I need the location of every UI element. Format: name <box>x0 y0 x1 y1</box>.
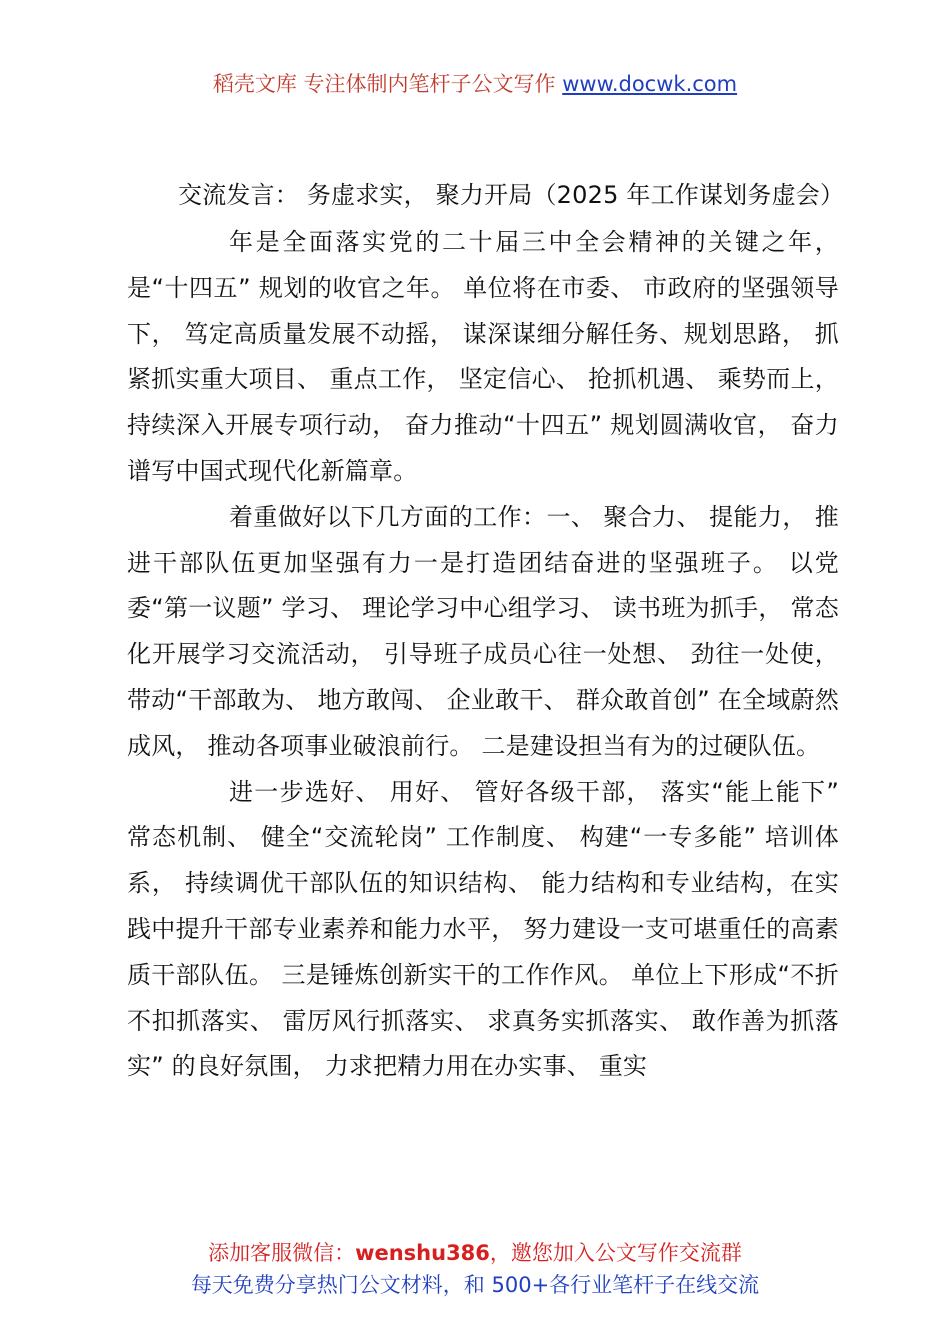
header-brand-text: 稻壳文库 专注体制内笔杆子公文写作 <box>212 72 563 96</box>
footer-line-wechat <box>0 1237 950 1269</box>
promo-footer <box>0 1237 950 1301</box>
document-title: 交流发言： 务虚求实， 聚力开局（2025 年工作谋划务虚会） <box>178 181 845 209</box>
footer-suffix: ，邀您加入公文写作交流群 <box>489 1241 742 1265</box>
site-header <box>0 68 950 100</box>
site-link[interactable]: www.docwk.com <box>562 72 738 96</box>
paragraph-1: 年是全面落实党的二十届三中全会精神的关键之年，是“十四五” 规划的收官之年。 单位将在市委、 市政府的坚强领导下， 笃定高质量发展不动摇， 谋深谋细分解任务、规划思路， 抓紧抓实重大项目、 重点工作， 坚定信心、 抢抓机遇、 乘势而上， 持续深入开展专项行动， 奋力推动“十四五” 规划圆满收官， 奋力谱写中国式现代化新篇章。 <box>127 228 839 485</box>
footer-prefix: 添加客服微信： <box>208 1241 356 1265</box>
document-body <box>127 174 845 1090</box>
paragraph-3: 进一步选好、 用好、 管好各级干部， 落实“能上能下” 常态机制、 健全“交流轮岗” 工作制度、 构建“一专多能” 培训体系， 持续调优干部队伍的知识结构、 能力结构和专业结构，在实践中提升干部专业素养和能力水平， 努力建设一支可堪重任的高素质干部队伍。 三是锤炼创新实干的工作作风。 单位上下形成“不折不扣抓落实、 雷厉风行抓落实、 求真务实抓落实、 敢作善为抓落实” 的良好氛围， 力求把精力用在办实事、 重实 <box>127 777 839 1081</box>
footer-line-share: 每天免费分享热门公文材料，和 500+各行业笔杆子在线交流 <box>190 1273 760 1297</box>
wechat-id: wenshu386 <box>355 1241 490 1265</box>
paragraph-2: 着重做好以下几方面的工作：一、 聚合力、 提能力， 推进干部队伍更加坚强有力一是打造团结奋进的坚强班子。 以党委“第一议题” 学习、 理论学习中心组学习、 读书班为抓手， 常态化开展学习交流活动， 引导班子成员心往一处想、 劲往一处使， 带动“干部敢为、 地方敢闯、 企业敢干、 群众敢首创” 在全域蔚然成风， 推动各项事业破浪前行。 二是建设担当有为的过硬队伍。 <box>127 502 839 760</box>
